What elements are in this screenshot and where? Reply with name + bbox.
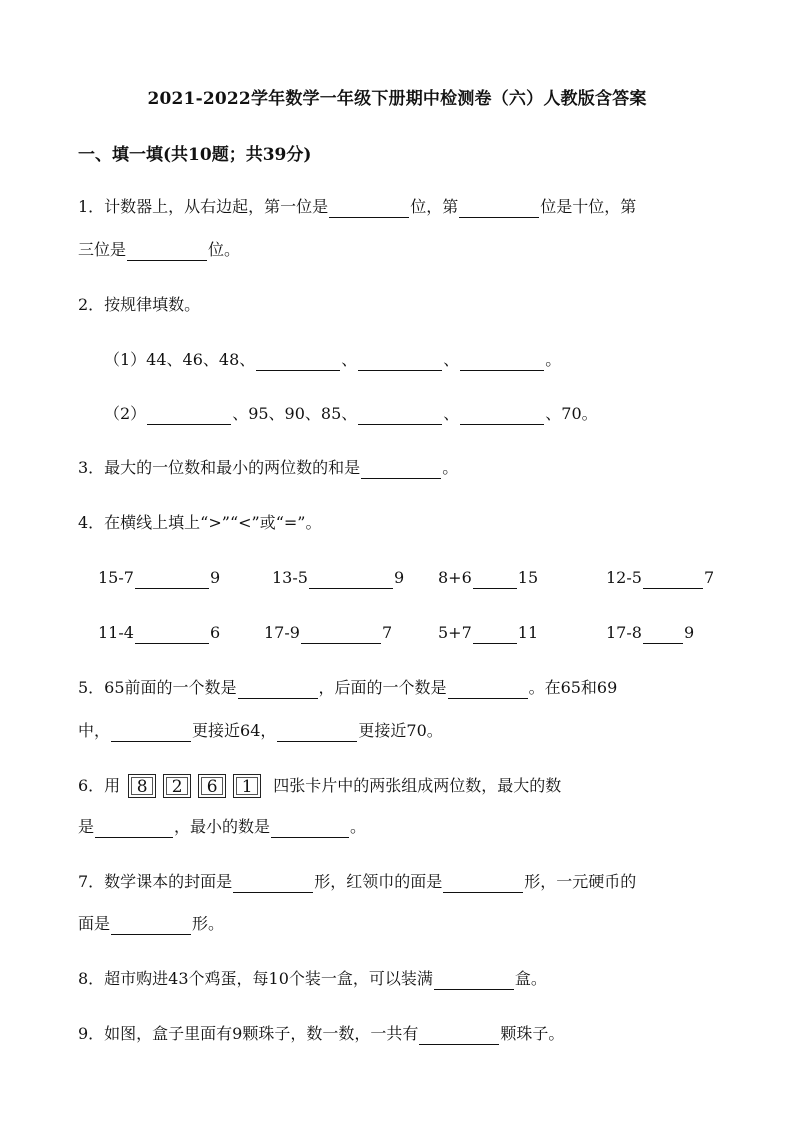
q4-blank[interactable] [473, 625, 517, 644]
q6-text-e: 。 [350, 817, 367, 836]
q5-blank-3[interactable] [111, 723, 191, 742]
q4-compare-2 [272, 567, 404, 589]
question-6-line-2 [78, 816, 366, 838]
q2-s1-sep-2: 、 [443, 350, 460, 369]
q6-text-b: 四张卡片中的两张组成两位数，最大的数 [273, 776, 562, 795]
q4-compare-6 [264, 622, 392, 644]
q4-blank[interactable] [135, 570, 209, 589]
q4-expr-left: 17-8 [606, 623, 642, 642]
question-2-stem [78, 294, 200, 316]
q2-s2-blank-1[interactable] [147, 406, 231, 425]
q5-text-e: 更接近64， [192, 721, 277, 740]
q4-expr-right: 15 [517, 568, 539, 587]
q9-text-a: 9．如图，盒子里面有9颗珠子，数一数，一共有 [78, 1024, 419, 1043]
q2-s2-blank-3[interactable] [460, 406, 544, 425]
q8-blank[interactable] [434, 971, 514, 990]
q7-blank-1[interactable] [233, 874, 313, 893]
q4-blank[interactable] [135, 625, 209, 644]
q7-text-e: 形。 [192, 914, 225, 933]
q3-text-b: 。 [442, 458, 459, 477]
q8-text-a: 8．超市购进43个鸡蛋，每10个装一盒，可以装满 [78, 969, 433, 988]
q5-blank-1[interactable] [238, 680, 318, 699]
q1-blank-2[interactable] [459, 199, 539, 218]
question-5-line-2 [78, 720, 443, 742]
q3-text-a: 3．最大的一位数和最小的两位数的和是 [78, 458, 361, 477]
q4-expr-right: 7 [381, 623, 393, 642]
q1-blank-3[interactable] [127, 242, 207, 261]
q2-s1-blank-3[interactable] [460, 352, 544, 371]
q2-s1-blank-2[interactable] [358, 352, 442, 371]
q4-expr-left: 13-5 [272, 568, 308, 587]
question-1-line-1 [78, 196, 636, 218]
q4-expr-right: 9 [393, 568, 405, 587]
digit-card: 8 [128, 774, 156, 798]
page-title: 2021-2022学年数学一年级下册期中检测卷（六）人教版含答案 [147, 89, 647, 109]
digit-card: 1 [233, 774, 261, 798]
question-5-line-1 [78, 677, 617, 699]
q2-stem-text: 2．按规律填数。 [78, 295, 201, 314]
q4-expr-left: 15-7 [98, 568, 134, 587]
q4-blank[interactable] [301, 625, 381, 644]
q4-expr-left: 12-5 [606, 568, 642, 587]
q7-text-c: 形，一元硬币的 [524, 872, 637, 891]
q5-text-f: 更接近70。 [358, 721, 443, 740]
question-6-line-1 [78, 774, 561, 798]
question-7-line-2 [78, 913, 224, 935]
q4-blank[interactable] [643, 570, 703, 589]
q2-s2-sep: 、 [443, 404, 460, 423]
q7-blank-2[interactable] [443, 874, 523, 893]
q1-text-e: 位。 [208, 240, 241, 259]
digit-card: 2 [163, 774, 191, 798]
question-3 [78, 457, 458, 479]
q7-blank-3[interactable] [111, 916, 191, 935]
q4-compare-7 [438, 622, 538, 644]
q2-s2-blank-2[interactable] [358, 406, 442, 425]
q4-compare-3 [438, 567, 538, 589]
q2-s1-prefix: （1）44、46、48、 [104, 350, 256, 369]
q5-text-b: ，后面的一个数是 [318, 678, 447, 697]
q5-blank-4[interactable] [277, 723, 357, 742]
q2-s1-sep-1: 、 [341, 350, 358, 369]
q1-text-c: 位是十位，第 [540, 197, 637, 216]
q4-blank[interactable] [473, 570, 517, 589]
q4-expr-right: 9 [209, 568, 221, 587]
q4-expr-left: 11-4 [98, 623, 134, 642]
question-1-line-2 [78, 239, 240, 261]
q4-expr-right: 11 [517, 623, 539, 642]
q4-expr-left: 8+6 [438, 568, 472, 587]
q7-text-b: 形，红领巾的面是 [314, 872, 443, 891]
q2-s2-mid: 、95、90、85、 [232, 404, 358, 423]
q6-text-c: 是 [78, 817, 95, 836]
question-9 [78, 1023, 564, 1045]
digit-card: 6 [198, 774, 226, 798]
q5-text-a: 5．65前面的一个数是 [78, 678, 237, 697]
q4-compare-4 [606, 567, 714, 589]
q6-blank-2[interactable] [271, 819, 349, 838]
q9-blank[interactable] [419, 1026, 499, 1045]
q4-blank[interactable] [309, 570, 393, 589]
q4-expr-right: 6 [209, 623, 221, 642]
q4-stem-text: 4．在横线上填上“>”“<”或“=”。 [78, 513, 322, 532]
q7-text-a: 7．数学课本的封面是 [78, 872, 233, 891]
q2-s1-blank-1[interactable] [256, 352, 340, 371]
q1-text-d: 三位是 [78, 240, 127, 259]
q4-blank[interactable] [643, 625, 683, 644]
q5-blank-2[interactable] [448, 680, 528, 699]
q2-s2-end: 、70。 [545, 404, 598, 423]
question-2-sub-2 [104, 403, 598, 425]
question-7-line-1 [78, 871, 636, 893]
question-8 [78, 968, 547, 990]
q5-text-d: 中， [78, 721, 111, 740]
q4-expr-right: 9 [683, 623, 695, 642]
q1-text-b: 位，第 [410, 197, 459, 216]
q2-s1-end: 。 [545, 350, 562, 369]
q3-blank[interactable] [361, 460, 441, 479]
q4-expr-left: 17-9 [264, 623, 300, 642]
q7-text-d: 面是 [78, 914, 111, 933]
q4-compare-1 [98, 567, 220, 589]
q8-text-b: 盒。 [514, 969, 547, 988]
q4-compare-8 [606, 622, 694, 644]
q4-compare-5 [98, 622, 220, 644]
q2-s2-prefix: （2） [104, 404, 147, 423]
question-4-stem [78, 512, 321, 534]
q4-expr-left: 5+7 [438, 623, 472, 642]
q1-blank-1[interactable] [329, 199, 409, 218]
q6-text-d: ，最小的数是 [174, 817, 271, 836]
q6-text-a: 6．用 [78, 776, 121, 795]
question-2-sub-1 [104, 349, 561, 371]
q1-text-a: 1．计数器上，从右边起，第一位是 [78, 197, 329, 216]
q9-text-b: 颗珠子。 [500, 1024, 565, 1043]
q5-text-c: 。在65和69 [528, 678, 618, 697]
section-heading: 一、填一填(共10题；共39分) [78, 145, 312, 165]
q6-blank-1[interactable] [95, 819, 173, 838]
q4-expr-right: 7 [703, 568, 715, 587]
